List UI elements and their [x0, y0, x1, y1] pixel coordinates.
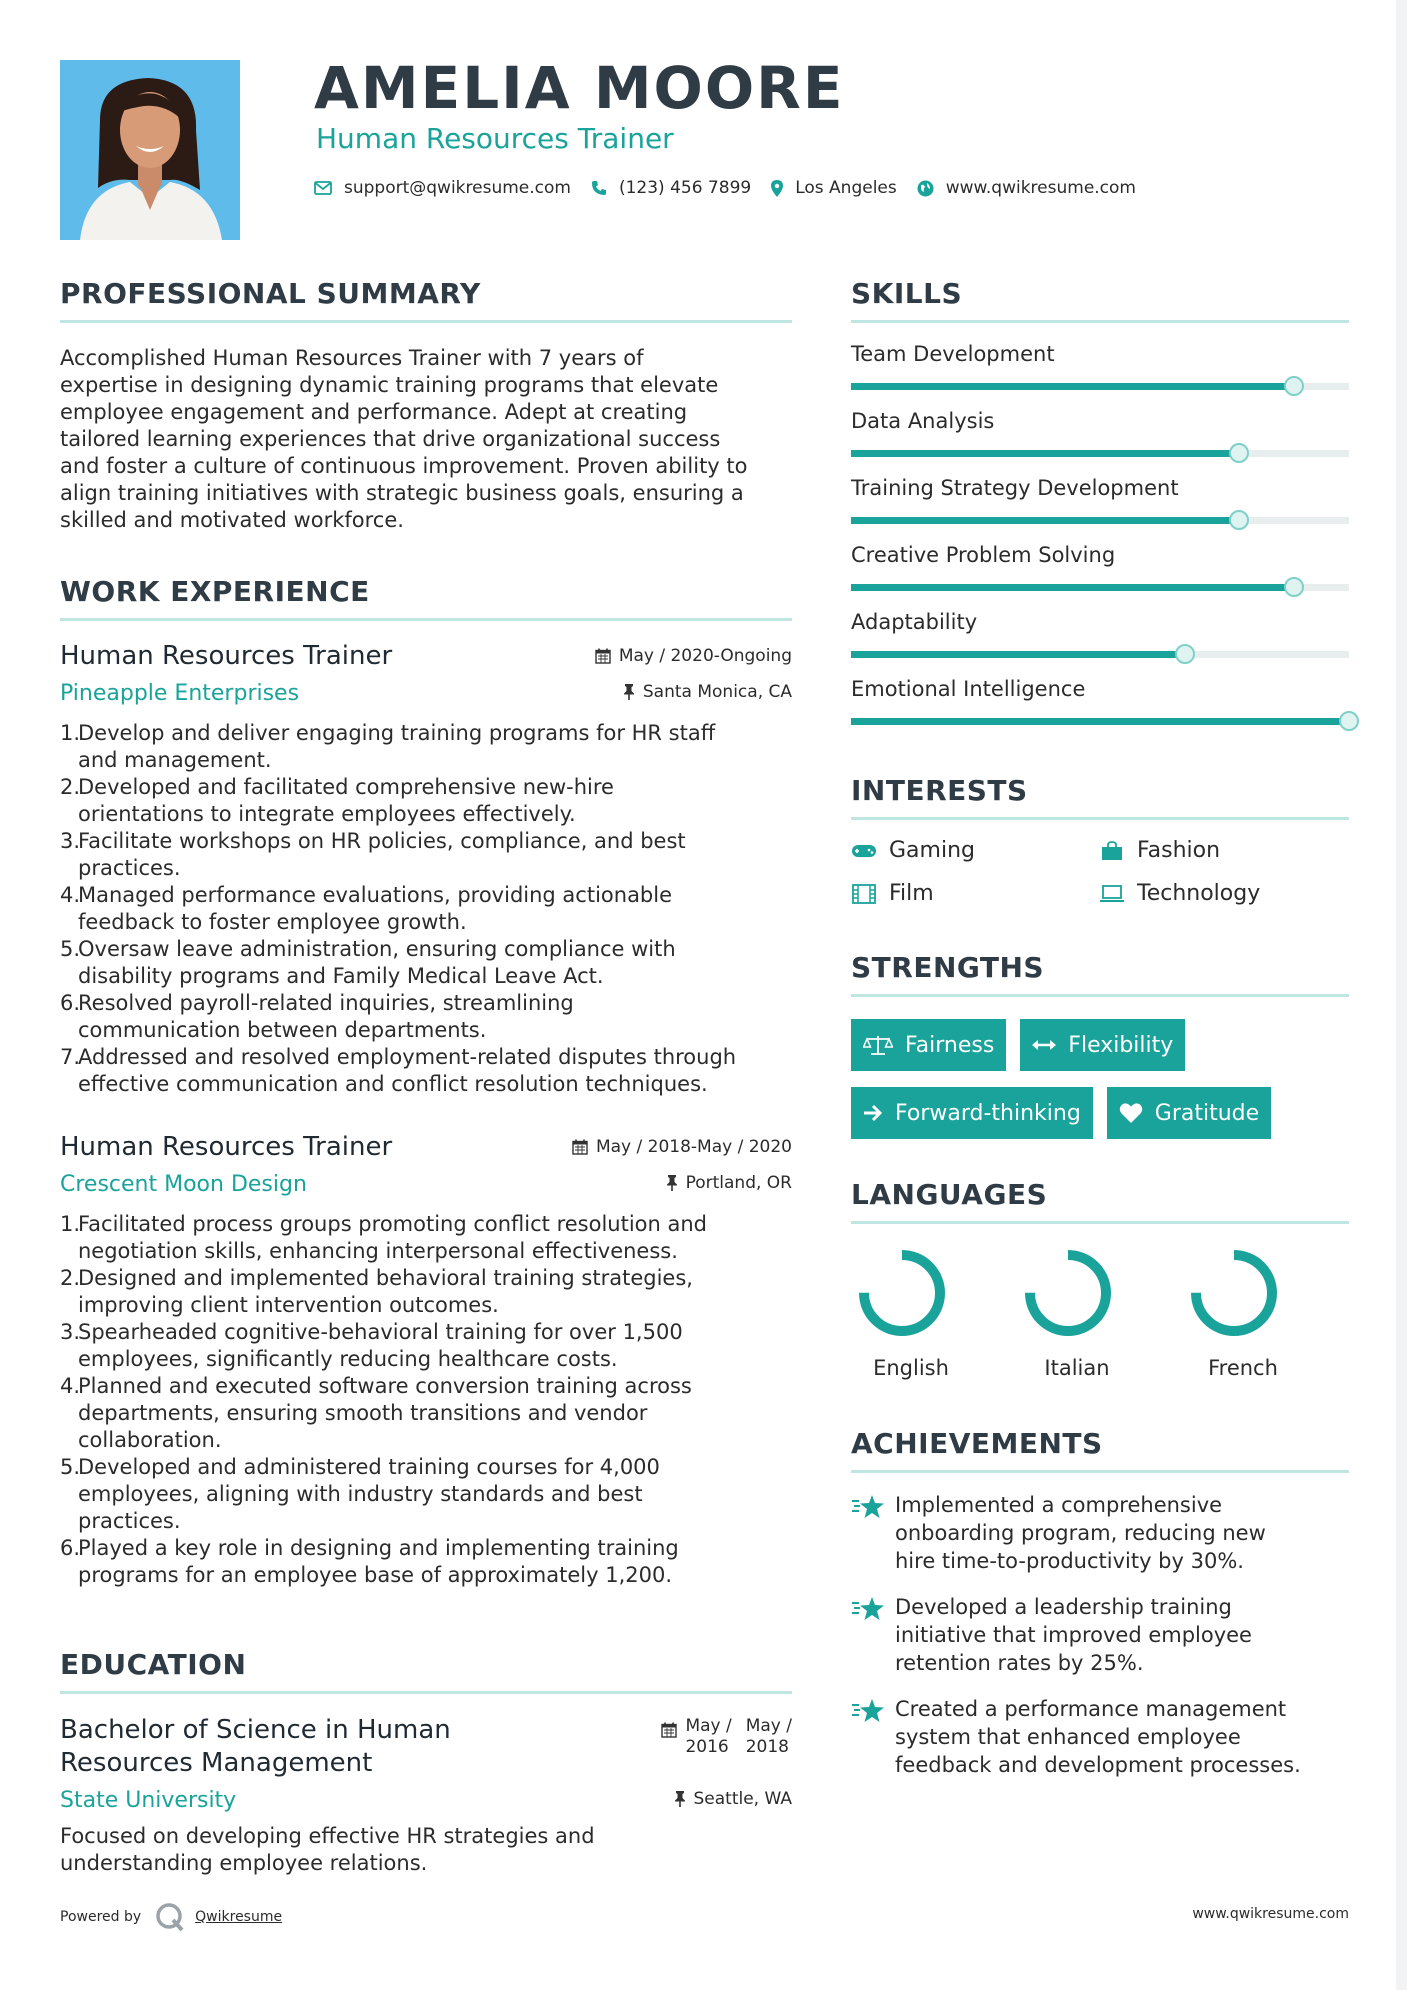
footer-website[interactable]: www.qwikresume.com	[1192, 1906, 1349, 1922]
strength-label: Fairness	[905, 1032, 995, 1058]
achievement-item	[851, 1491, 1349, 1575]
date-part: 2016	[685, 1737, 729, 1757]
education-date-end	[746, 1716, 792, 1758]
phone-icon	[591, 180, 607, 196]
duty-number: 5.	[60, 1455, 81, 1479]
school-name: State University	[60, 1788, 237, 1813]
duty-number: 1.	[60, 1212, 81, 1236]
achievement-text	[895, 1593, 1252, 1677]
pushpin-icon	[623, 684, 635, 700]
duty-line: programs for an employee base of approximately 1,200.	[78, 1563, 673, 1587]
duty-number: 2.	[60, 775, 81, 799]
interest-item	[851, 881, 1099, 906]
skill-bar-fill	[851, 517, 1239, 524]
description-line: Focused on developing effective HR strategies and	[60, 1824, 595, 1848]
achievement-line: Developed a leadership training	[895, 1595, 1232, 1619]
section-divider	[60, 320, 792, 323]
duty-line: effective communication and conflict resolution techniques.	[78, 1072, 708, 1096]
duties-list	[60, 1211, 792, 1589]
duty-item	[60, 936, 792, 990]
experience-heading: WORK EXPERIENCE	[60, 575, 370, 608]
skill-bar-fill	[851, 651, 1185, 658]
job-date-text: May / 2018-May / 2020	[595, 1137, 792, 1157]
language-item	[1183, 1248, 1349, 1380]
skill-bar-track	[851, 450, 1349, 457]
section-divider	[851, 1221, 1349, 1224]
duty-item	[60, 882, 792, 936]
description-line: understanding employee relations.	[60, 1851, 428, 1875]
achievement-line: hire time-to-productivity by 30%.	[895, 1549, 1244, 1573]
duty-line: practices.	[78, 1509, 181, 1533]
section-divider	[60, 1691, 792, 1694]
calendar-icon	[595, 648, 611, 664]
laptop-icon	[1099, 885, 1125, 903]
profile-photo	[60, 60, 240, 240]
strength-label: Forward-thinking	[895, 1100, 1081, 1126]
achievement-line: system that enhanced employee	[895, 1725, 1241, 1749]
duty-line: disability programs and Family Medical Leave Act.	[78, 964, 604, 988]
candidate-title: Human Resources Trainer	[316, 122, 674, 155]
job-entry	[60, 641, 792, 1098]
job-date	[595, 646, 792, 666]
achievement-line: Created a performance management	[895, 1697, 1287, 1721]
strength-label: Flexibility	[1068, 1032, 1174, 1058]
education-date-start	[685, 1716, 731, 1758]
skill-bar-knob	[1229, 443, 1249, 463]
skill-bar-knob	[1339, 711, 1359, 731]
interest-item	[1099, 881, 1347, 906]
duty-line: employees, significantly reducing healthcare costs.	[78, 1347, 618, 1371]
duty-item	[60, 1454, 792, 1535]
duty-number: 4.	[60, 1374, 81, 1398]
shooting-star-icon	[851, 1695, 895, 1779]
duty-item	[60, 774, 792, 828]
interests-grid	[851, 838, 1349, 906]
skill-bar-knob	[1284, 376, 1304, 396]
skills-section	[851, 276, 1349, 725]
achievements-section	[851, 1426, 1349, 1779]
skill-name: Creative Problem Solving	[851, 543, 1116, 567]
skills-heading: SKILLS	[851, 277, 963, 310]
duty-number: 4.	[60, 883, 81, 907]
duty-line: improving client intervention outcomes.	[78, 1293, 499, 1317]
duty-line: Planned and executed software conversion training across	[78, 1374, 692, 1398]
summary-line: Accomplished Human Resources Trainer with 7 years of	[60, 346, 644, 370]
language-item	[1017, 1248, 1183, 1380]
skill-bar-knob	[1229, 510, 1249, 530]
duty-line: Developed and facilitated comprehensive new-hire	[78, 775, 614, 799]
language-ring	[1023, 1248, 1113, 1338]
pushpin-icon	[674, 1791, 686, 1807]
job-entry	[60, 1132, 792, 1589]
footer-powered-by	[60, 1902, 282, 1932]
degree-line: Resources Management	[60, 1748, 373, 1778]
achievement-line: initiative that improved employee	[895, 1623, 1252, 1647]
summary-line: tailored learning experiences that drive organizational success	[60, 427, 721, 451]
interests-section	[851, 773, 1349, 906]
job-location	[623, 682, 792, 702]
skill-item	[851, 609, 1349, 658]
duty-line: Resolved payroll-related inquiries, streamlining	[78, 991, 574, 1015]
degree-line: Bachelor of Science in Human	[60, 1715, 451, 1745]
contact-email[interactable]: support@qwikresume.com	[344, 178, 571, 198]
interest-label: Technology	[1137, 881, 1261, 906]
school-location	[674, 1789, 793, 1809]
achievement-item	[851, 1593, 1349, 1677]
achievements-heading: ACHIEVEMENTS	[851, 1427, 1103, 1460]
duty-line: Develop and deliver engaging training programs for HR staff	[78, 721, 716, 745]
skill-bar-track	[851, 383, 1349, 390]
shooting-star-icon	[851, 1491, 895, 1575]
skill-item	[851, 408, 1349, 457]
interests-heading: INTERESTS	[851, 774, 1028, 807]
achievement-text	[895, 1695, 1301, 1779]
interest-label: Film	[889, 881, 934, 906]
language-name: English	[873, 1356, 949, 1380]
education-description	[60, 1823, 792, 1877]
job-date	[572, 1137, 792, 1157]
duty-item	[60, 720, 792, 774]
job-title: Human Resources Trainer	[60, 641, 393, 671]
duty-item	[60, 1265, 792, 1319]
section-divider	[851, 1470, 1349, 1473]
calendar-icon	[572, 1139, 588, 1155]
duty-line: feedback to foster employee growth.	[78, 910, 467, 934]
achievement-line: Implemented a comprehensive	[895, 1493, 1223, 1517]
skill-item	[851, 475, 1349, 524]
strength-label: Gratitude	[1154, 1100, 1260, 1126]
strength-chip	[1020, 1019, 1185, 1071]
achievement-line: retention rates by 25%.	[895, 1651, 1144, 1675]
skill-bar-knob	[1175, 644, 1195, 664]
skill-name: Data Analysis	[851, 409, 995, 433]
language-ring	[857, 1248, 947, 1338]
language-item	[851, 1248, 1017, 1380]
summary-line: employee engagement and performance. Adept at creating	[60, 400, 688, 424]
summary-text	[60, 345, 792, 534]
duty-line: departments, ensuring smooth transitions and vendor	[78, 1401, 648, 1425]
skill-name: Emotional Intelligence	[851, 677, 1086, 701]
company-name: Crescent Moon Design	[60, 1172, 307, 1197]
date-part: 2018	[745, 1737, 789, 1757]
duty-line: Facilitate workshops on HR policies, compliance, and best	[78, 829, 686, 853]
duty-line: and management.	[78, 748, 272, 772]
skill-bar-fill	[851, 718, 1349, 725]
summary-line: and foster a culture of continuous improvement. Proven ability to	[60, 454, 748, 478]
duty-number: 7.	[60, 1045, 81, 1069]
summary-line: expertise in designing dynamic training programs that elevate	[60, 373, 719, 397]
candidate-name: AMELIA MOORE	[314, 54, 845, 122]
skill-bar-track	[851, 517, 1349, 524]
duty-item	[60, 1373, 792, 1454]
duty-number: 6.	[60, 1536, 81, 1560]
duty-item	[60, 1319, 792, 1373]
duty-number: 6.	[60, 991, 81, 1015]
degree-title	[60, 1714, 451, 1780]
right-column	[851, 276, 1349, 1779]
school-location-text: Seattle, WA	[693, 1789, 792, 1809]
duties-list	[60, 720, 792, 1098]
duty-line: negotiation skills, enhancing interpersonal effectiveness.	[78, 1239, 678, 1263]
language-name: French	[1208, 1356, 1278, 1380]
left-column	[60, 276, 792, 1877]
skill-name: Adaptability	[851, 610, 978, 634]
date-part: May /	[745, 1716, 792, 1736]
job-location-text: Portland, OR	[685, 1173, 792, 1193]
achievements-list	[851, 1491, 1349, 1779]
section-divider	[851, 320, 1349, 323]
duty-item	[60, 1211, 792, 1265]
summary-section	[60, 276, 792, 534]
strength-chip	[1107, 1087, 1271, 1139]
contact-location: Los Angeles	[795, 178, 897, 198]
duty-line: employees, aligning with industry standards and best	[78, 1482, 643, 1506]
duty-line: Managed performance evaluations, providing actionable	[78, 883, 673, 907]
job-date-text: May / 2020-Ongoing	[618, 646, 792, 666]
powered-by-text: Powered by	[60, 1909, 142, 1925]
contact-bar	[314, 178, 1156, 198]
duty-item	[60, 1535, 792, 1589]
skill-item	[851, 341, 1349, 390]
language-ring	[1189, 1248, 1279, 1338]
section-divider	[851, 817, 1349, 820]
skills-list	[851, 341, 1349, 725]
language-name: Italian	[1044, 1356, 1110, 1380]
skill-name: Training Strategy Development	[851, 476, 1179, 500]
interest-item	[851, 838, 1099, 863]
skill-bar-fill	[851, 584, 1294, 591]
duty-line: Facilitated process groups promoting conflict resolution and	[78, 1212, 708, 1236]
languages-section	[851, 1177, 1349, 1380]
interest-label: Fashion	[1137, 838, 1221, 863]
interest-item	[1099, 838, 1347, 863]
skill-bar-fill	[851, 383, 1294, 390]
achievement-line: onboarding program, reducing new	[895, 1521, 1266, 1545]
company-name: Pineapple Enterprises	[60, 681, 300, 706]
achievement-line: feedback and development processes.	[895, 1753, 1301, 1777]
arrows-h-icon	[1032, 1038, 1056, 1052]
skill-bar-knob	[1284, 577, 1304, 597]
duty-line: Developed and administered training courses for 4,000	[78, 1455, 660, 1479]
skill-bar-fill	[851, 450, 1239, 457]
qwikresume-logo-icon	[155, 1902, 185, 1932]
qwikresume-link[interactable]: Qwikresume	[195, 1909, 283, 1925]
languages-heading: LANGUAGES	[851, 1178, 1048, 1211]
skill-bar-track	[851, 651, 1349, 658]
interest-label: Gaming	[889, 838, 975, 863]
strength-chip	[851, 1019, 1006, 1071]
job-location	[666, 1173, 792, 1193]
strengths-list	[851, 1019, 1349, 1139]
duty-line: practices.	[78, 856, 181, 880]
section-divider	[60, 618, 792, 621]
education-heading: EDUCATION	[60, 1648, 247, 1681]
duty-number: 3.	[60, 1320, 81, 1344]
date-part: May /	[685, 1716, 732, 1736]
shopping-bag-icon	[1099, 841, 1125, 861]
calendar-icon	[661, 1722, 677, 1738]
job-location-text: Santa Monica, CA	[642, 682, 792, 702]
envelope-icon	[314, 181, 332, 195]
shooting-star-icon	[851, 1593, 895, 1677]
arrow-right-icon	[863, 1104, 883, 1122]
duty-item	[60, 1044, 792, 1098]
duty-line: Oversaw leave administration, ensuring compliance with	[78, 937, 676, 961]
strengths-section	[851, 950, 1349, 1139]
achievement-text	[895, 1491, 1266, 1575]
duty-item	[60, 828, 792, 882]
achievement-item	[851, 1695, 1349, 1779]
duty-line: communication between departments.	[78, 1018, 487, 1042]
globe-icon	[917, 180, 934, 197]
duty-number: 1.	[60, 721, 81, 745]
summary-heading: PROFESSIONAL SUMMARY	[60, 277, 481, 310]
gamepad-icon	[851, 843, 877, 859]
job-title: Human Resources Trainer	[60, 1132, 393, 1162]
skill-name: Team Development	[851, 342, 1055, 366]
duty-line: Spearheaded cognitive-behavioral training for over 1,500	[78, 1320, 683, 1344]
heart-icon	[1119, 1102, 1143, 1124]
duty-item	[60, 990, 792, 1044]
duty-line: Designed and implemented behavioral training strategies,	[78, 1266, 693, 1290]
skill-bar-track	[851, 718, 1349, 725]
strengths-heading: STRENGTHS	[851, 951, 1045, 984]
duty-number: 5.	[60, 937, 81, 961]
duty-number: 2.	[60, 1266, 81, 1290]
contact-website[interactable]: www.qwikresume.com	[945, 178, 1136, 198]
skill-bar-track	[851, 584, 1349, 591]
map-marker-icon	[771, 180, 783, 197]
education-date	[661, 1716, 792, 1758]
balance-scale-icon	[863, 1034, 893, 1056]
education-section	[60, 1647, 792, 1877]
film-icon	[851, 884, 877, 904]
skill-item	[851, 542, 1349, 591]
skill-item	[851, 676, 1349, 725]
pushpin-icon	[666, 1175, 678, 1191]
duty-line: Addressed and resolved employment-related disputes through	[78, 1045, 737, 1069]
duty-line: orientations to integrate employees effectively.	[78, 802, 576, 826]
languages-list	[851, 1248, 1349, 1380]
duty-line: collaboration.	[78, 1428, 222, 1452]
strength-chip	[851, 1087, 1093, 1139]
experience-section	[60, 574, 792, 1589]
section-divider	[851, 994, 1349, 997]
contact-phone[interactable]: (123) 456 7899	[618, 178, 752, 198]
duty-line: Played a key role in designing and implementing training	[78, 1536, 679, 1560]
summary-line: align training initiatives with strategic business goals, ensuring a	[60, 481, 744, 505]
duty-number: 3.	[60, 829, 81, 853]
summary-line: skilled and motivated workforce.	[60, 508, 404, 532]
